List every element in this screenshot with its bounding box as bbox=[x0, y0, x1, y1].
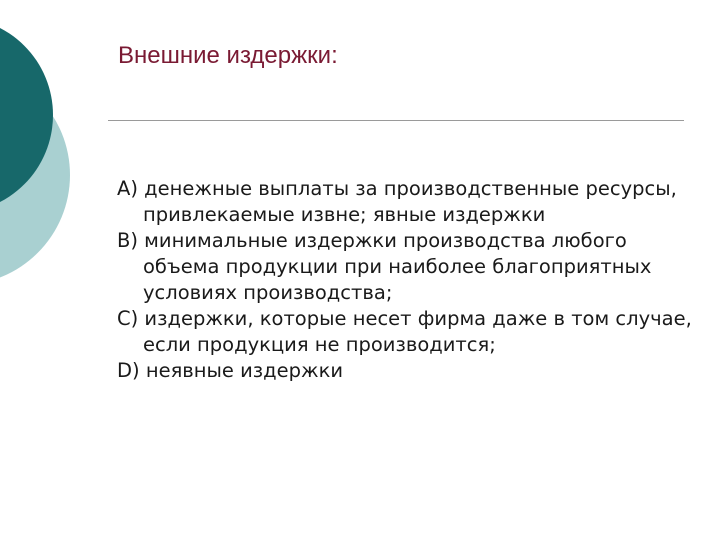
slide-title: Внешние издержки: bbox=[118, 42, 338, 69]
option-d: D) неявные издержки bbox=[117, 359, 344, 382]
option-c: C) издержки, которые несет фирма даже в том случае, если продукция не производится; bbox=[117, 307, 692, 356]
decorative-circles bbox=[0, 0, 110, 300]
option-a: А) денежные выплаты за производственные ресурсы, привлекаемые извне; явные издержки bbox=[117, 177, 677, 226]
title-divider bbox=[108, 120, 684, 121]
options-list bbox=[117, 176, 697, 384]
option-b: B) минимальные издержки производства любого объема продукции при наиболее благоприятных условиях производства; bbox=[117, 229, 652, 304]
